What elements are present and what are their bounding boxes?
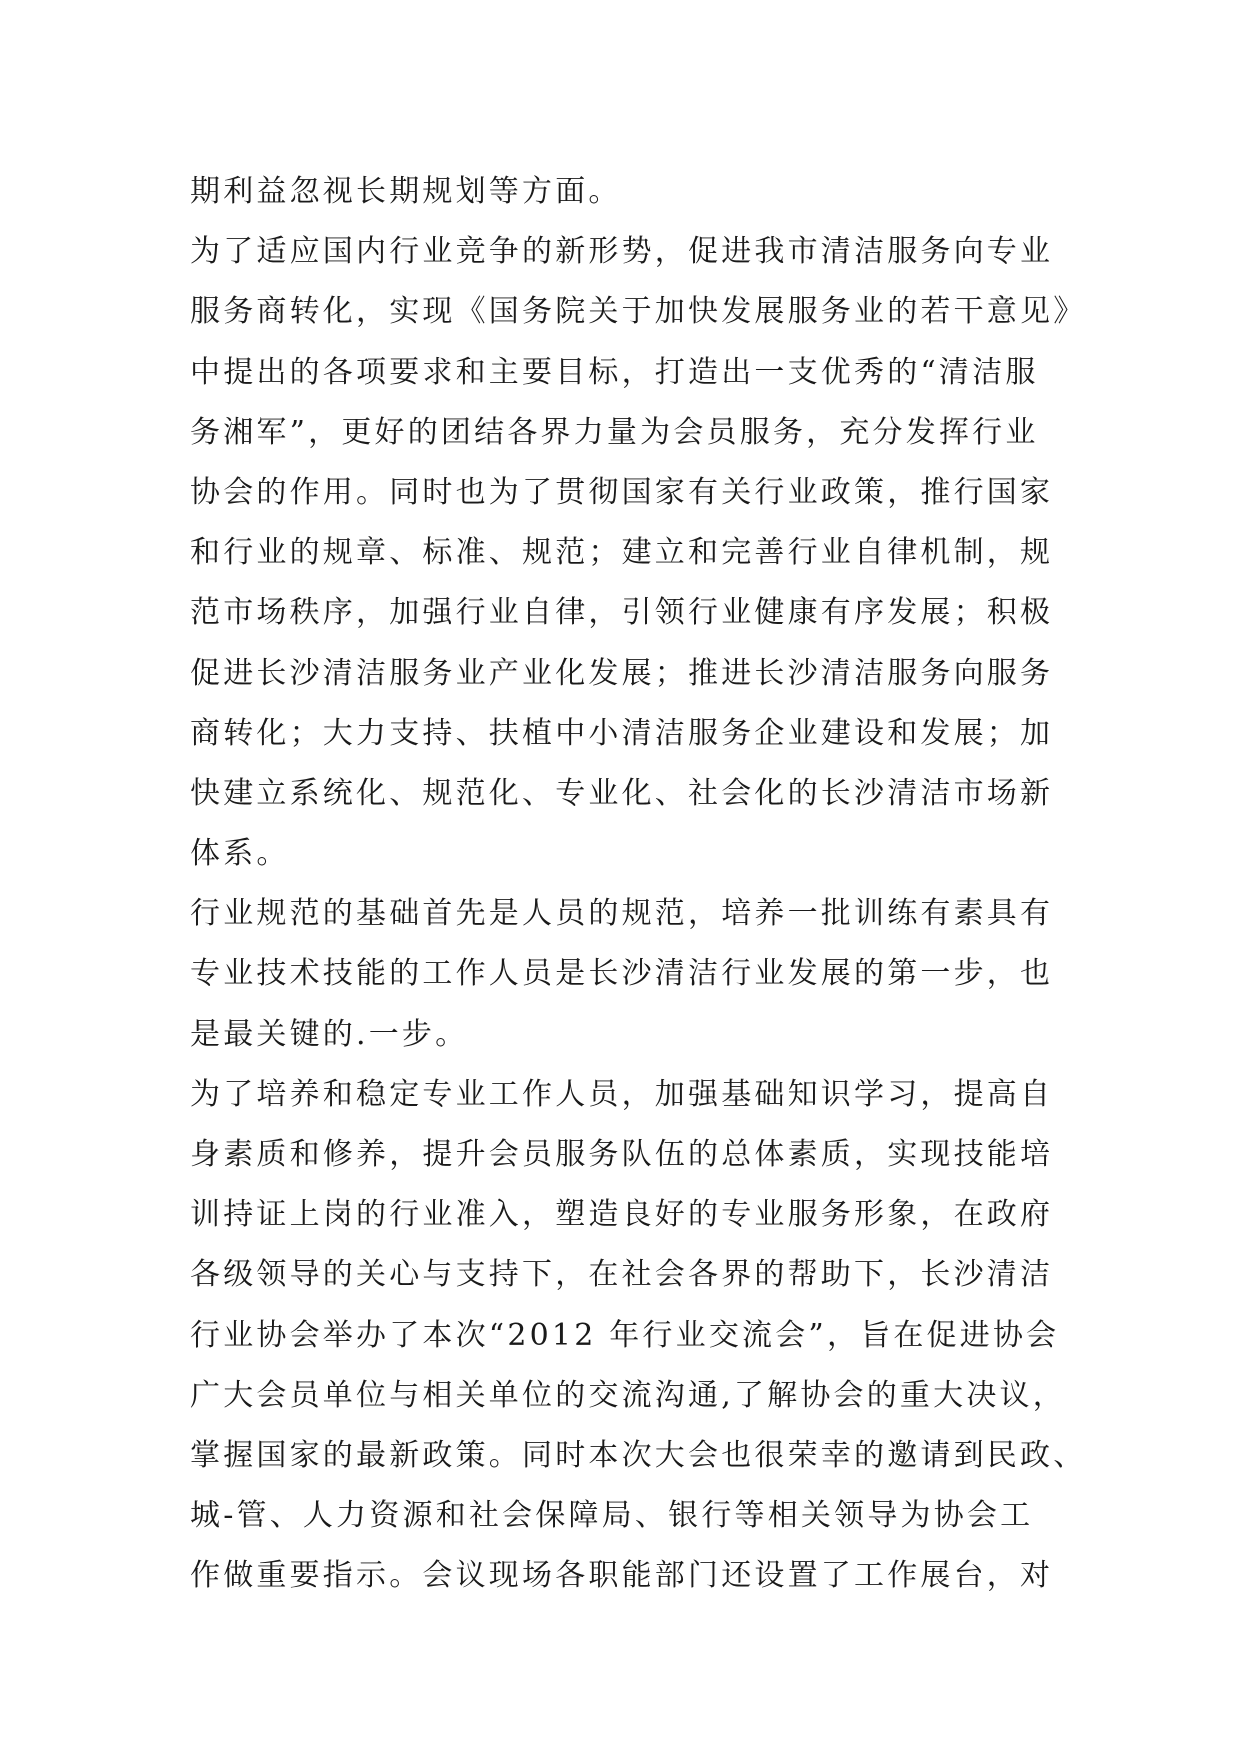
text-line-23: 城-管、人力资源和社会保障局、银行等相关领导为协会工 [190,1498,1034,1534]
text-line-13: 行业规范的基础首先是人员的规范，培养一批训练有素具有 [190,896,1054,932]
text-line-21: 广大会员单位与相关单位的交流沟通,了解协会的重大决议， [190,1377,1066,1413]
text-line-7: 和行业的规章、标准、规范；建立和完善行业自律机制，规 [190,535,1054,571]
text-line-1: 期利益忽视长期规划等方面。 [190,174,622,209]
text-line-5: 务湘军”，更好的团结各界力量为会员服务，充分发挥行业 [190,414,1039,450]
text-line-16: 为了培养和稳定专业工作人员，加强基础知识学习，提高自 [190,1076,1054,1112]
text-line-2: 为了适应国内行业竞争的新形势，促进我市清洁服务向专业 [190,234,1054,270]
text-line-12: 体系。 [190,836,290,872]
body-text [190,162,1087,1607]
text-line-15: 是最关键的.一步。 [190,1016,469,1052]
text-line-6: 协会的作用。同时也为了贯彻国家有关行业政策，推行国家 [190,474,1054,510]
text-line-3: 服务商转化，实现《国务院关于加快发展服务业的若干意见》 [190,294,1087,330]
text-line-24: 作做重要指示。会议现场各职能部门还设置了工作展台，对 [190,1558,1054,1594]
text-line-14: 专业技术技能的工作人员是长沙清洁行业发展的第一步，也 [190,956,1054,992]
text-line-19: 各级领导的关心与支持下，在社会各界的帮助下，长沙清洁 [190,1257,1054,1293]
text-line-11: 快建立系统化、规范化、专业化、社会化的长沙清洁市场新 [190,775,1054,811]
text-line-20: 行业协会举办了本次“2012 年行业交流会”，旨在促进协会 [190,1317,1060,1353]
text-line-22: 掌握国家的最新政策。同时本次大会也很荣幸的邀请到民政、 [190,1437,1087,1473]
text-line-10: 商转化；大力支持、扶植中小清洁服务企业建设和发展；加 [190,715,1054,751]
text-line-8: 范市场秩序，加强行业自律，引领行业健康有序发展；积极 [190,595,1054,631]
text-line-4: 中提出的各项要求和主要目标，打造出一支优秀的“清洁服 [190,354,1039,390]
text-line-17: 身素质和修养，提升会员服务队伍的总体素质，实现技能培 [190,1137,1054,1172]
text-line-9: 促进长沙清洁服务业产业化发展；推进长沙清洁服务向服务 [190,655,1054,691]
text-line-18: 训持证上岗的行业准入，塑造良好的专业服务形象，在政府 [190,1197,1054,1233]
